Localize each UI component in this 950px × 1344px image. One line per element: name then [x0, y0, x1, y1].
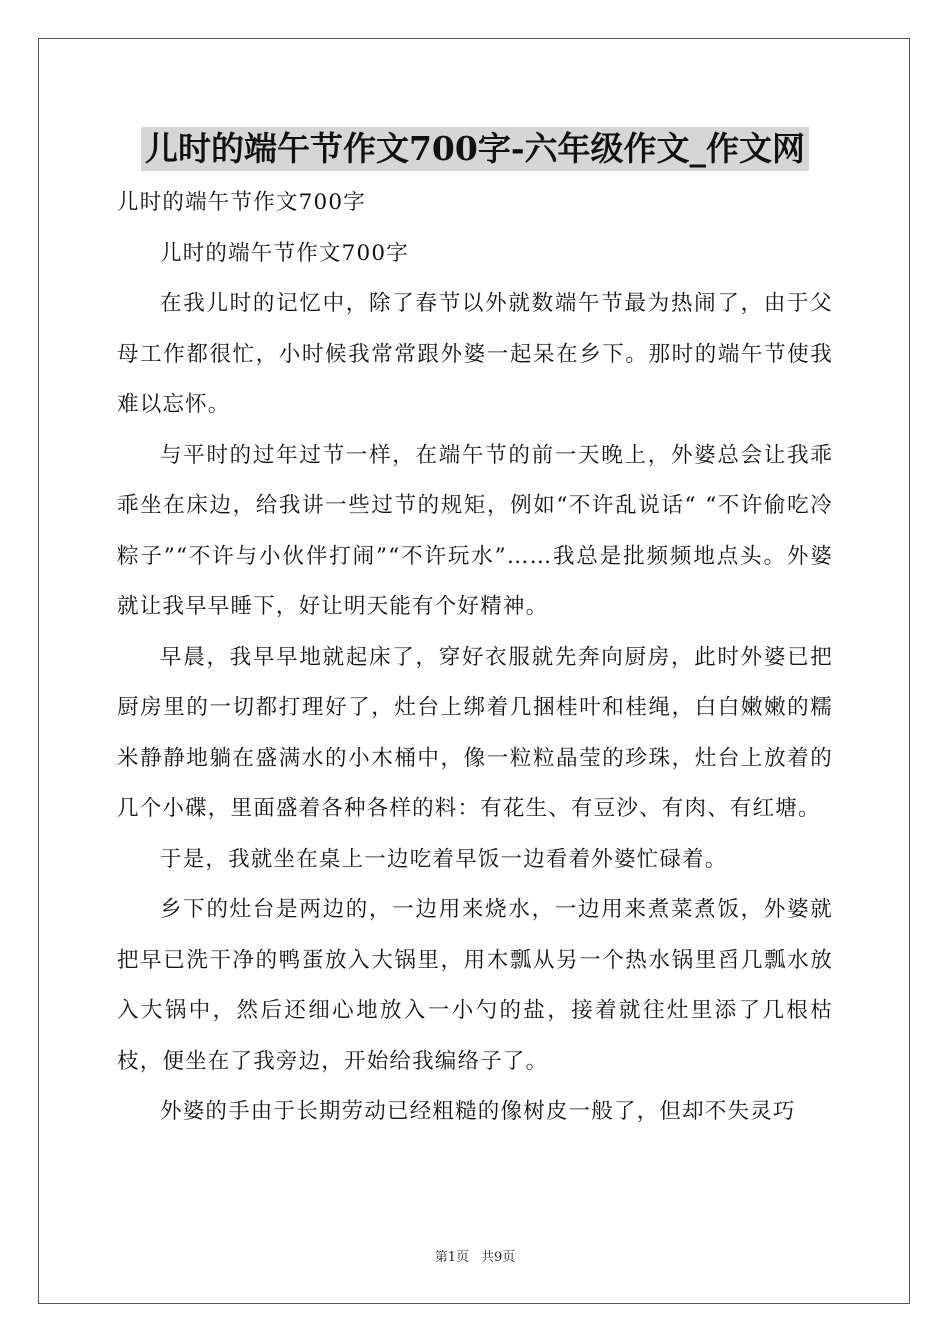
paragraph: 与平时的过年过节一样，在端午节的前一天晚上，外婆总会让我乖乖坐在床边，给我讲一些过节的规矩，例如“不许乱说话“ “不许偷吃冷粽子”“不许与小伙伴打闹”“不许玩水”……我总是批频频地点头。外婆就让我早早睡下，好让明天能有个好精神。 [117, 442, 833, 619]
document-body [117, 178, 833, 1138]
paragraph: 乡下的灶台是两边的，一边用来烧水，一边用来煮菜煮饭，外婆就把早已洗干净的鸭蛋放入大锅里，用木瓢从另一个热水锅里舀几瓢水放入大锅中，然后还细心地放入一小勺的盐，接着就往灶里添了几根枯枝，便坐在了我旁边，开始给我编络子了。 [117, 897, 833, 1074]
document-title: 儿时的端午节作文700字-六年级作文_作文网 [141, 127, 809, 171]
paragraph: 外婆的手由于长期劳动已经粗糙的像树皮一般了，但却不失灵巧 [160, 1099, 796, 1124]
paragraph: 在我儿时的记忆中，除了春节以外就数端午节最为热闹了，由于父母工作都很忙，小时候我常常跟外婆一起呆在乡下。那时的端午节使我难以忘怀。 [117, 291, 833, 417]
subtitle-line: 儿时的端午节作文700字 [117, 190, 366, 215]
page-number: 第1页 [434, 1250, 469, 1265]
paragraph: 于是，我就坐在桌上一边吃着早饭一边看着外婆忙碌着。 [160, 846, 728, 872]
page-total: 共9页 [481, 1250, 516, 1265]
title-container [0, 127, 950, 171]
page-footer [0, 1246, 950, 1265]
paragraph: 儿时的端午节作文700字 [160, 240, 409, 266]
paragraph: 早晨，我早早地就起床了，穿好衣服就先奔向厨房，此时外婆已把厨房里的一切都打理好了，灶台上绑着几捆桂叶和桂绳，白白嫩嫩的糯米静静地躺在盛满水的小木桶中，像一粒粒晶莹的珍珠，灶台上放着的几个小碟，里面盛着各种各样的料：有花生、有豆沙、有肉、有红塘。 [117, 644, 833, 821]
